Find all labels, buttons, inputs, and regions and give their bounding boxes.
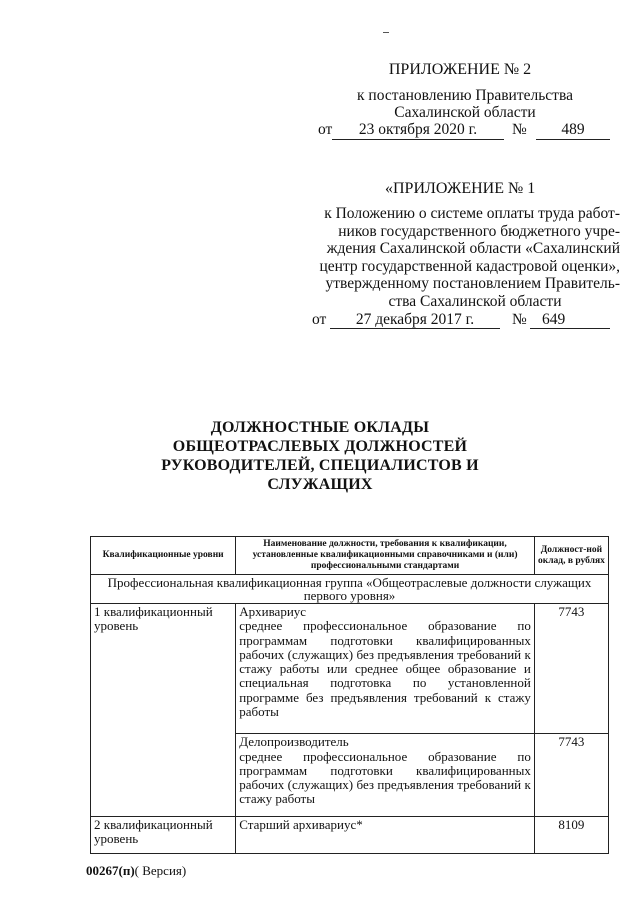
table-row xyxy=(91,817,609,854)
appendix-1-title: «ПРИЛОЖЕНИЕ № 1 xyxy=(385,180,536,197)
position-requirements: среднее профессиональное образование по программам подготовки квалифицированных рабочих (служащих) без предъявления требований к стажу работы или среднее общее образование и специальная подготовка по установленной программе без предъявления требований к стажу работы xyxy=(239,618,531,720)
group-title: Профессиональная квалификационная группа «Общеотраслевые должности служащих первого уровня» xyxy=(91,575,609,604)
number-label: № xyxy=(512,121,527,138)
level-cell: 1 квалификационный уровень xyxy=(91,604,236,817)
footer-code: 00267(п) xyxy=(86,863,135,878)
resolution-number: 489 xyxy=(561,121,585,138)
document-footer xyxy=(86,863,186,879)
header-levels: Квалификационные уровни xyxy=(91,537,236,575)
level-cell: 2 квалификационный уровень xyxy=(91,817,236,854)
date-underline-2 xyxy=(330,328,500,329)
date-underline xyxy=(332,139,504,140)
from-label-2: от xyxy=(312,311,327,328)
number-underline xyxy=(536,139,610,140)
resolution-date: 23 октября 2020 г. xyxy=(358,121,478,138)
regulation-line: к Положению о системе оплаты труда работ- xyxy=(324,205,620,222)
regulation-line: ников государственного бюджетного учре- xyxy=(338,222,620,240)
regulation-line: ждения Сахалинской области «Сахалинский xyxy=(326,240,620,257)
resolution-line: к постановлению Правительства xyxy=(357,87,573,104)
title-line: ДОЛЖНОСТНЫЕ ОКЛАДЫ xyxy=(210,419,430,436)
appendix-2-title: ПРИЛОЖЕНИЕ № 2 xyxy=(388,61,532,78)
from-label: от xyxy=(318,121,333,138)
salary-cell: 7743 xyxy=(534,734,608,817)
position-cell xyxy=(236,734,535,817)
title-line: ОБЩЕОТРАСЛЕВЫХ ДОЛЖНОСТЕЙ xyxy=(172,438,468,455)
position-name: Старший архивариус* xyxy=(239,817,363,832)
position-name: Делопроизводитель xyxy=(239,734,349,750)
table-header-row xyxy=(91,537,609,575)
salary-cell: 8109 xyxy=(534,817,608,854)
number-underline-2 xyxy=(530,328,610,329)
salary-table xyxy=(90,536,609,854)
scan-mark xyxy=(383,32,389,33)
regulation-number: 649 xyxy=(542,311,566,328)
position-cell xyxy=(236,604,535,734)
region-line: Сахалинской области xyxy=(394,104,536,121)
salary-cell: 7743 xyxy=(534,604,608,734)
position-requirements: среднее профессиональное образование по программам подготовки квалифицированных рабочих (служащих) без предъявления требований к стажу работы xyxy=(239,748,531,807)
position-cell xyxy=(236,817,535,854)
group-row xyxy=(91,575,609,604)
header-salary: Должност-ной оклад, в рублях xyxy=(534,537,608,575)
regulation-reference xyxy=(310,205,620,310)
number-label-2: № xyxy=(512,311,527,328)
document-title xyxy=(150,418,490,494)
footer-version: ( Версия) xyxy=(134,863,187,878)
regulation-line: ства Сахалинской области xyxy=(388,292,562,310)
header-position: Наименование должности, требования к квалификации, установленные квалификационными справочниками и (или) профессиональными стандартами xyxy=(236,537,535,575)
table-row xyxy=(91,604,609,734)
regulation-line: утвержденному постановлением Правитель- xyxy=(325,275,620,292)
regulation-date: 27 декабря 2017 г. xyxy=(355,311,475,328)
title-line: СЛУЖАЩИХ xyxy=(267,476,373,493)
regulation-line: центр государственной кадастровой оценки», xyxy=(319,257,620,275)
position-name: Архивариус xyxy=(239,604,307,619)
title-line: РУКОВОДИТЕЛЕЙ, СПЕЦИАЛИСТОВ И xyxy=(161,457,479,474)
